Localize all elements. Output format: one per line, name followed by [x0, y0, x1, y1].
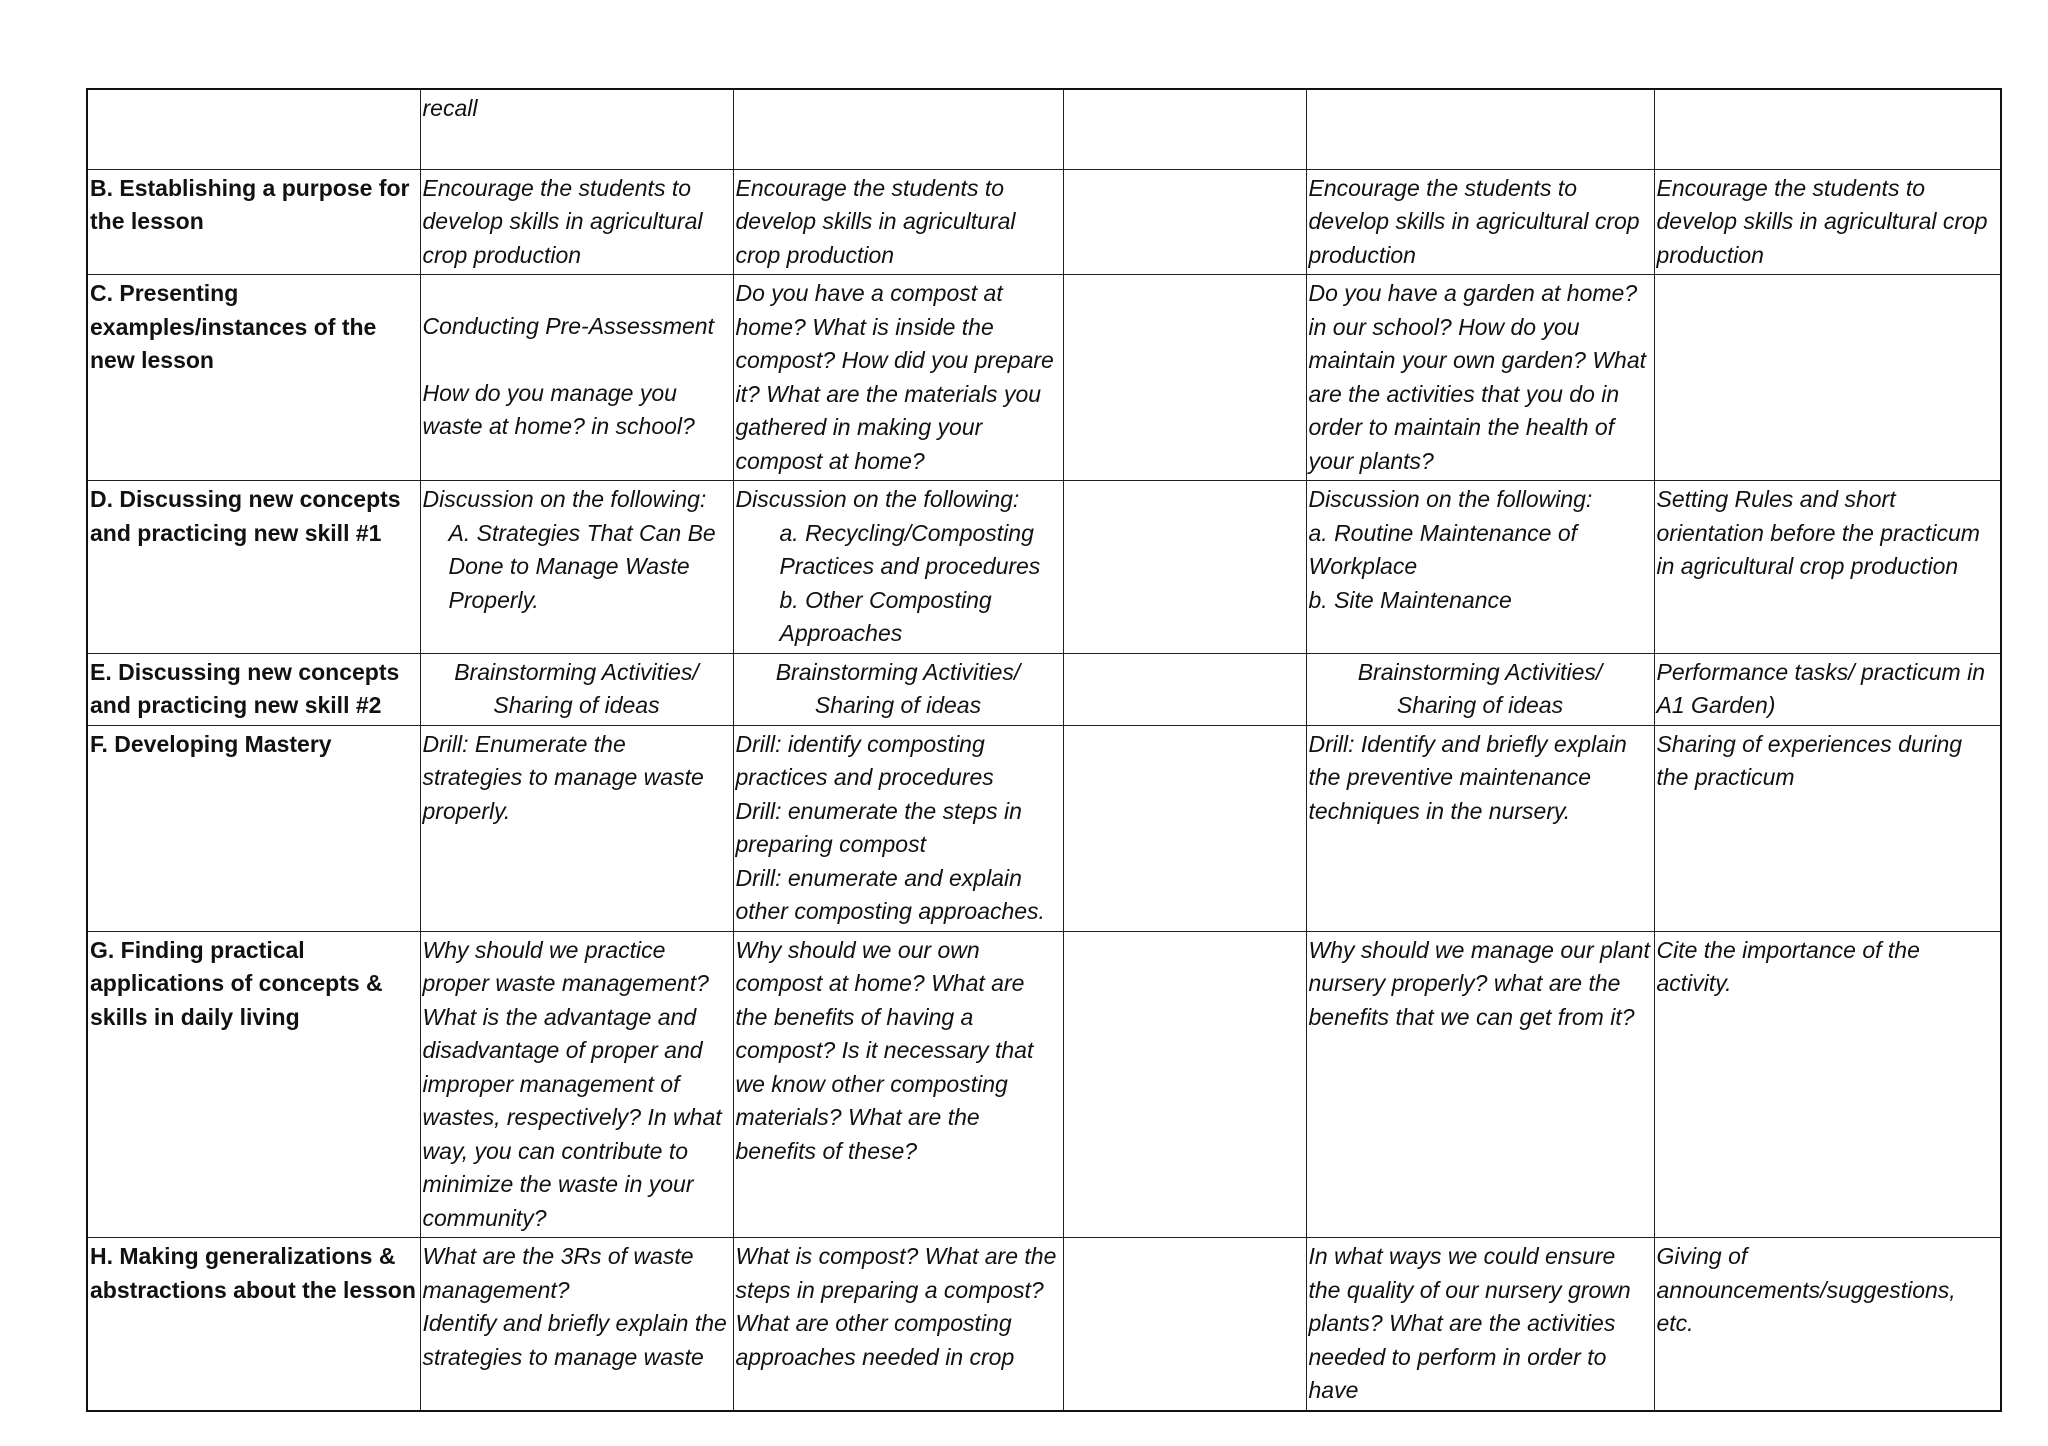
day5-cell: Sharing of experiences during the practicum — [1654, 725, 2001, 931]
row-label: E. Discussing new concepts and practicing new skill #2 — [87, 653, 420, 725]
table-row — [87, 169, 2001, 275]
day4-cell: Why should we manage our plant nursery properly? what are the benefits that we can get from it? — [1306, 931, 1654, 1238]
row-label: G. Finding practical applications of concepts & skills in daily living — [87, 931, 420, 1238]
row-label: H. Making generalizations & abstractions about the lesson — [87, 1238, 420, 1411]
day1-cell: Discussion on the following: A. Strategies That Can Be Done to Manage Waste Properly. — [420, 481, 733, 654]
day2-cell: What is compost? What are the steps in preparing a compost? What are other composting approaches needed in crop — [733, 1238, 1063, 1411]
day4-cell: Do you have a garden at home? in our school? How do you maintain your own garden? What are the activities that you do in order to maintain the health of your plants? — [1306, 275, 1654, 481]
day4-cell — [1306, 89, 1654, 169]
day2-cell — [733, 89, 1063, 169]
table-row — [87, 1238, 2001, 1411]
day4-cell: Brainstorming Activities/ Sharing of ideas — [1306, 653, 1654, 725]
row-label — [87, 89, 420, 169]
day4-cell: In what ways we could ensure the quality of our nursery grown plants? What are the activities needed to perform in order to have — [1306, 1238, 1654, 1411]
day4-cell: Discussion on the following: a. Routine Maintenance of Workplace b. Site Maintenance — [1306, 481, 1654, 654]
day4-cell: Drill: Identify and briefly explain the preventive maintenance techniques in the nursery. — [1306, 725, 1654, 931]
day3-cell — [1063, 89, 1306, 169]
day2-cell: Discussion on the following: a. Recycling/Composting Practices and procedures b. Other Composting Approaches — [733, 481, 1063, 654]
row-label: C. Presenting examples/instances of the new lesson — [87, 275, 420, 481]
day3-cell — [1063, 481, 1306, 654]
day3-cell — [1063, 725, 1306, 931]
day3-cell — [1063, 169, 1306, 275]
row-label: D. Discussing new concepts and practicing new skill #1 — [87, 481, 420, 654]
day2-cell: Do you have a compost at home? What is inside the compost? How did you prepare it? What are the materials you gathered in making your compost at home? — [733, 275, 1063, 481]
row-label: B. Establishing a purpose for the lesson — [87, 169, 420, 275]
day1-cell: Drill: Enumerate the strategies to manage waste properly. — [420, 725, 733, 931]
day1-cell: Brainstorming Activities/ Sharing of ideas — [420, 653, 733, 725]
table-row — [87, 725, 2001, 931]
day5-cell — [1654, 89, 2001, 169]
day1-cell: Why should we practice proper waste management? What is the advantage and disadvantage of proper and improper management of wastes, respectively? In what way, you can contribute to minimize the waste in your community? — [420, 931, 733, 1238]
table-row — [87, 481, 2001, 654]
day2-cell: Drill: identify composting practices and procedures Drill: enumerate the steps in preparing compost Drill: enumerate and explain other composting approaches. — [733, 725, 1063, 931]
table-row — [87, 931, 2001, 1238]
day3-cell — [1063, 653, 1306, 725]
day5-cell — [1654, 275, 2001, 481]
day1-cell: recall — [420, 89, 733, 169]
day5-cell: Encourage the students to develop skills in agricultural crop production — [1654, 169, 2001, 275]
day1-cell: What are the 3Rs of waste management? Identify and briefly explain the strategies to manage waste — [420, 1238, 733, 1411]
row-label: F. Developing Mastery — [87, 725, 420, 931]
day5-cell: Performance tasks/ practicum in A1 Garden) — [1654, 653, 2001, 725]
day2-cell: Why should we our own compost at home? What are the benefits of having a compost? Is it necessary that we know other composting materials? What are the benefits of these? — [733, 931, 1063, 1238]
day2-cell: Encourage the students to develop skills in agricultural crop production — [733, 169, 1063, 275]
table-row — [87, 653, 2001, 725]
day1-cell: Encourage the students to develop skills in agricultural crop production — [420, 169, 733, 275]
lesson-plan-table — [86, 88, 2002, 1412]
day3-cell — [1063, 275, 1306, 481]
day1-cell: Conducting Pre-Assessment How do you manage you waste at home? in school? — [420, 275, 733, 481]
day5-cell: Giving of announcements/suggestions, etc. — [1654, 1238, 2001, 1411]
day3-cell — [1063, 1238, 1306, 1411]
table-row — [87, 89, 2001, 169]
day2-cell: Brainstorming Activities/ Sharing of ideas — [733, 653, 1063, 725]
day5-cell: Setting Rules and short orientation before the practicum in agricultural crop production — [1654, 481, 2001, 654]
table-row — [87, 275, 2001, 481]
day4-cell: Encourage the students to develop skills in agricultural crop production — [1306, 169, 1654, 275]
day5-cell: Cite the importance of the activity. — [1654, 931, 2001, 1238]
day3-cell — [1063, 931, 1306, 1238]
